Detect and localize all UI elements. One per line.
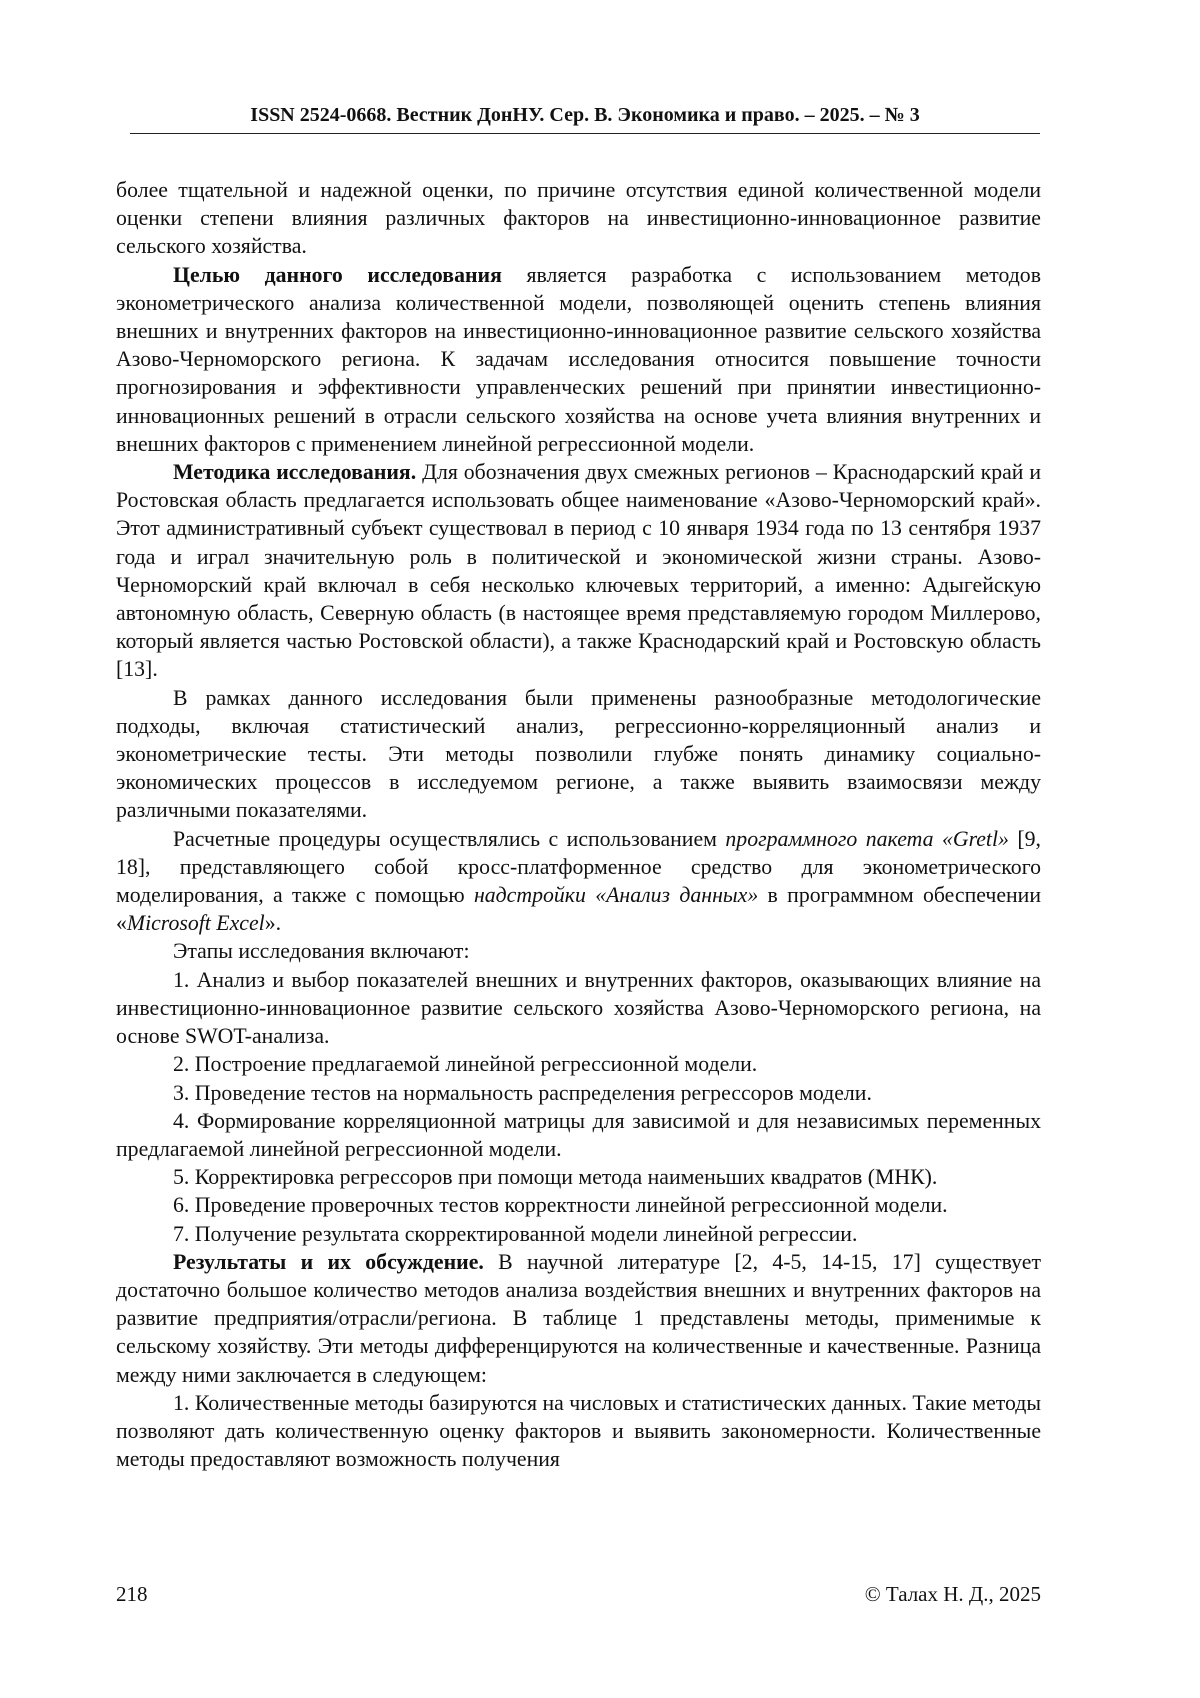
paragraph-results <box>116 1248 1041 1389</box>
research-goal-text: является разработка с использованием методов эконометрического анализа количественной модели, позволяющей оценить степень влияния внешних и внутренних факторов на инвестиционно-инновационное развитие сельского хозяйства Азово-Черноморского региона. К задачам исследования относится повышение точности прогнозирования и эффективности управленческих решений при принятии инвестиционно-инновационных решений в отрасли сельского хозяйства на основе учета влияния внутренних и внешних факторов с применением линейной регрессионной модели. <box>116 262 1041 456</box>
page-footer <box>116 1582 1041 1607</box>
paragraph-continuation: более тщательной и надежной оценки, по причине отсутствия единой количественной модели оценки степени влияния различных факторов на инвестиционно-инновационное развитие сельского хозяйства. <box>116 178 1041 259</box>
journal-header-title: ISSN 2524-0668. Вестник ДонНУ. Сер. В. Экономика и право. – 2025. – № 3 <box>130 104 1040 134</box>
excel-italic: Microsoft Excel <box>126 911 265 936</box>
software-text-a: Расчетные процедуры осуществлялись с использованием <box>173 826 726 851</box>
results-text: В научной литературе [2, 4-5, 14-15, 17] существует достаточно большое количество методов анализа воздействия внешних и внутренних факторов на развитие предприятия/отрасли/региона. В таблице 1 представлены методы, применимые к сельскому хозяйству. Эти методы дифференцируются на количественные и качественные. Разница между ними заключается в следующем: <box>116 1249 1041 1387</box>
paragraph-methodology <box>116 458 1041 684</box>
paragraph-research-goal <box>116 261 1041 458</box>
methodology-heading: Методика исследования. <box>173 460 417 485</box>
page-number: 218 <box>116 1582 148 1606</box>
stage-item-6: 6. Проведение проверочных тестов корректности линейной регрессионной модели. <box>173 1193 948 1218</box>
running-header <box>130 104 1040 134</box>
gretl-package-italic: программного пакета «Gretl» <box>725 826 1009 851</box>
stage-item-3: 3. Проведение тестов на нормальность распределения регрессоров модели. <box>173 1080 872 1105</box>
stage-item-1: 1. Анализ и выбор показателей внешних и внутренних факторов, оказывающих влияние на инвестиционно-инновационное развитие сельского хозяйства Азово-Черноморского региона, на основе SWOT-анализа. <box>116 967 1041 1049</box>
stage-item-4: 4. Формирование корреляционной матрицы для зависимой и для независимых переменных предлагаемой линейной регрессионной модели. <box>116 1108 1041 1161</box>
paragraph-software <box>116 825 1041 938</box>
software-text-d: ». <box>264 911 282 936</box>
stage-item-2: 2. Построение предлагаемой линейной регрессионной модели. <box>173 1052 758 1077</box>
data-analysis-addin-italic: надстройки «Анализ данных» <box>473 883 759 908</box>
stage-item-5: 5. Корректировка регрессоров при помощи метода наименьших квадратов (МНК). <box>173 1165 938 1190</box>
article-body <box>116 176 1041 1473</box>
methodology-text: Для обозначения двух смежных регионов – Краснодарский край и Ростовская область предлагается использовать общее наименование «Азово-Черноморский край». Этот административный субъект существовал в период с 10 января 1934 года по 13 сентября 1937 года и играл значительную роль в политической и экономической жизни страны. Азово-Черноморский край включал в себя несколько ключевых территорий, а именно: Адыгейскую автономную область, Северную область (в настоящее время представляемую городом Миллерово, который является частью Ростовской области), а также Краснодарский край и Ростовскую область [13]. <box>116 460 1041 682</box>
research-goal-heading: Целью данного исследования <box>173 262 502 287</box>
paragraph-quantitative-methods: 1. Количественные методы базируются на числовых и статистических данных. Такие методы позволяют дать количественную оценку факторов и выявить закономерности. Количественные методы предоставляют возможность получения <box>116 1390 1041 1472</box>
software-text-b: [9, 18], представляющего собой кросс-платформенное средство для эконометрического моделирования, а также с помощью <box>116 826 1041 908</box>
stage-item-7: 7. Получение результата скорректированной модели линейной регрессии. <box>173 1221 858 1246</box>
paragraph-approaches: В рамках данного исследования были применены разнообразные методологические подходы, включая статистический анализ, регрессионно-корреляционный анализ и эконометрические тесты. Эти методы позволили глубже понять динамику социально-экономических процессов в исследуемом регионе, а также выявить взаимосвязи между различными показателями. <box>116 685 1041 823</box>
paragraph-stages-intro: Этапы исследования включают: <box>173 939 470 964</box>
software-text-c: в программном обеспечении « <box>116 883 1041 936</box>
results-heading: Результаты и их обсуждение. <box>173 1249 484 1274</box>
copyright-notice: © Талах Н. Д., 2025 <box>864 1582 1041 1606</box>
